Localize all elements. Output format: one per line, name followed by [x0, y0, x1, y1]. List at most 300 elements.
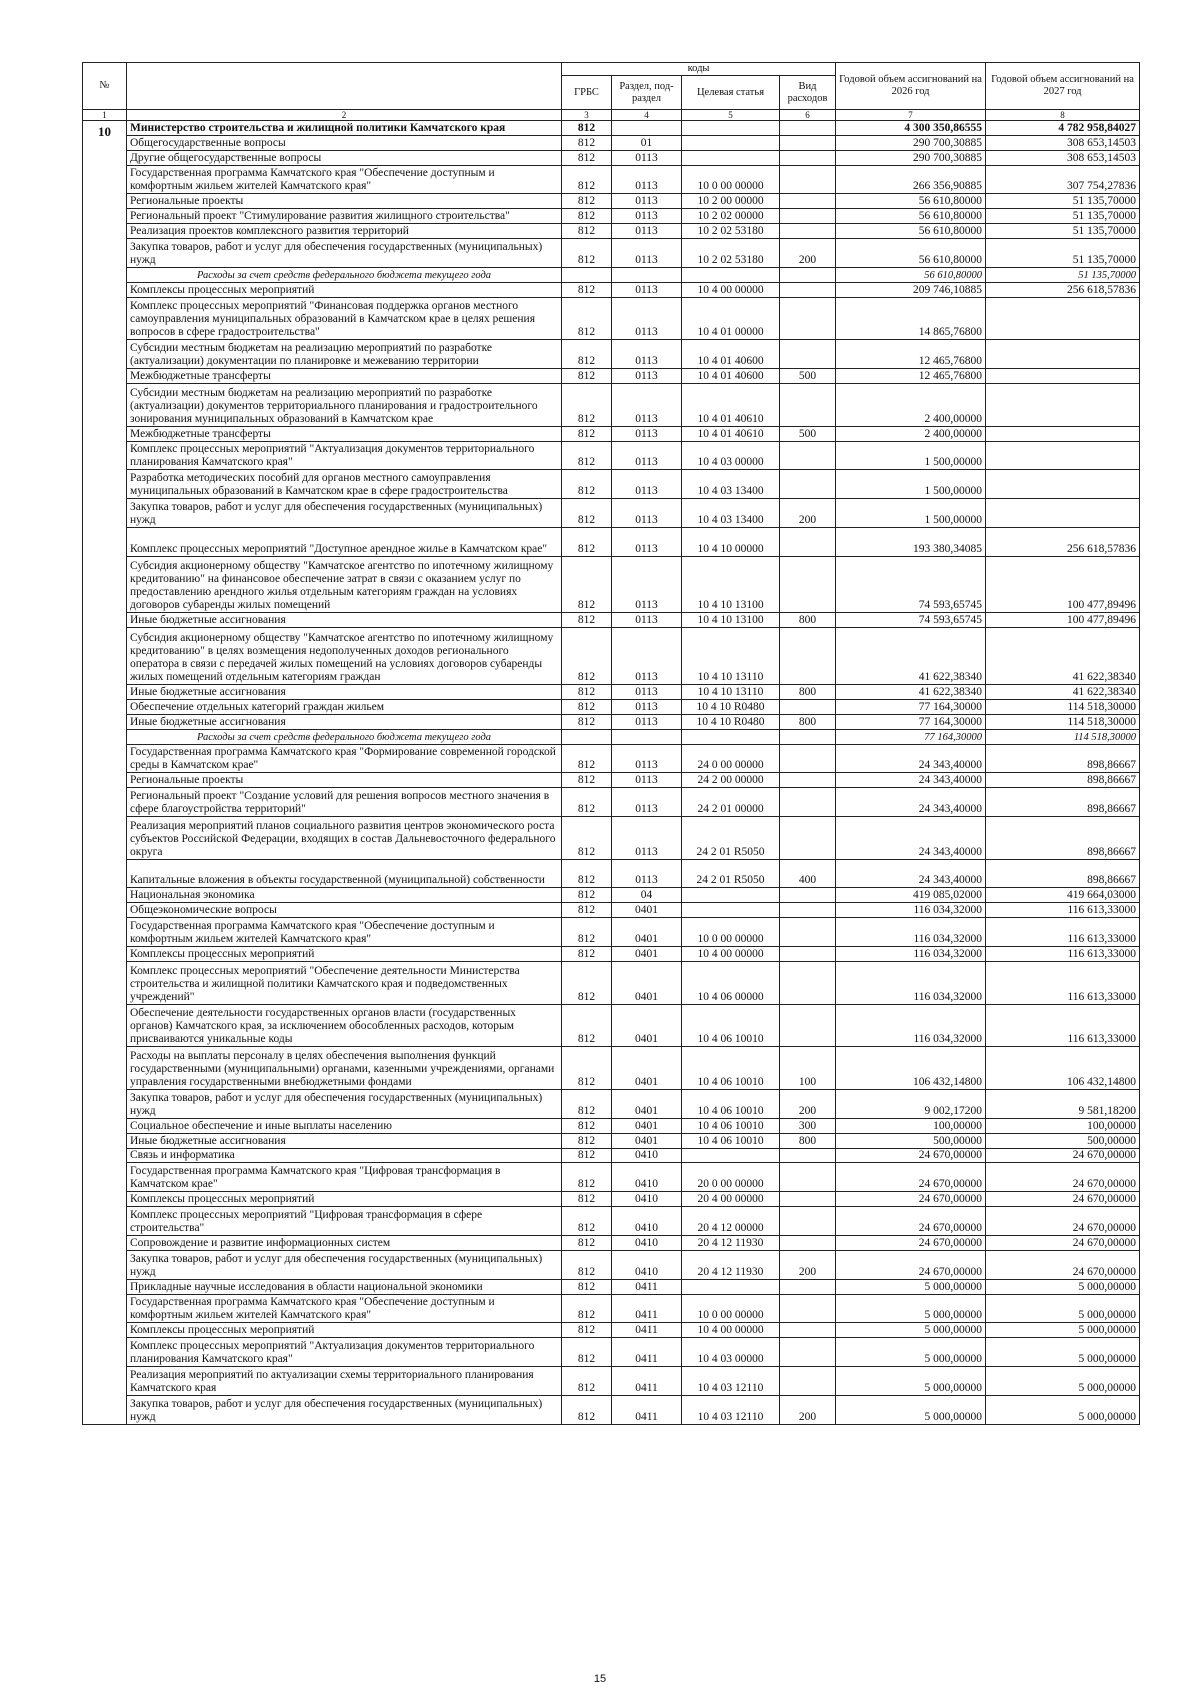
row-name: Комплекс процессных мероприятий "Актуализация документов территориального планирования Камчатского края": [127, 441, 562, 470]
row-name: Социальное обеспечение и иные выплаты населению: [127, 1118, 562, 1133]
row-grbs: 812: [562, 1367, 612, 1396]
row-grbs: [562, 267, 612, 282]
row-grbs: 812: [562, 1279, 612, 1294]
row-grbs: 812: [562, 1250, 612, 1279]
row-grbs: 812: [562, 121, 612, 136]
row-section: 0401: [612, 1004, 682, 1047]
row-section: [612, 121, 682, 136]
row-name: Разработка методических пособий для органов местного самоуправления муниципальных образований в Камчатском крае в сфере градостроительства: [127, 470, 562, 499]
header-vol-2026: Годовой объем ассигнований на 2026 год: [836, 63, 986, 110]
row-grbs: 812: [562, 297, 612, 340]
table-row: [83, 1338, 1140, 1367]
row-vol-2027: [986, 369, 1140, 384]
row-kind: [780, 699, 836, 714]
table-row: [83, 788, 1140, 817]
row-vol-2027: 24 670,00000: [986, 1207, 1140, 1236]
row-grbs: 812: [562, 384, 612, 427]
row-target: 20 0 00 00000: [682, 1163, 780, 1192]
row-grbs: 812: [562, 961, 612, 1004]
table-row: [83, 340, 1140, 369]
row-name: Региональный проект "Стимулирование развития жилищного строительства": [127, 209, 562, 224]
row-vol-2026: 77 164,30000: [836, 699, 986, 714]
row-vol-2027: 898,86667: [986, 816, 1140, 859]
row-grbs: 812: [562, 340, 612, 369]
row-vol-2027: 24 670,00000: [986, 1250, 1140, 1279]
row-target: 10 2 02 00000: [682, 209, 780, 224]
row-target: 10 4 03 00000: [682, 1338, 780, 1367]
table-row: [83, 918, 1140, 947]
row-name: Сопровождение и развитие информационных систем: [127, 1235, 562, 1250]
column-number: 7: [836, 110, 986, 121]
row-name: Реализация мероприятий по актуализации схемы территориального планирования Камчатского края: [127, 1367, 562, 1396]
table-row: [83, 1047, 1140, 1090]
row-name: Обеспечение деятельности государственных органов власти (государственных органов) Камчатского края, за исключением обособленных расходов, которым присваиваются уникальные коды: [127, 1004, 562, 1047]
row-vol-2026: 419 085,02000: [836, 888, 986, 903]
row-vol-2027: [986, 470, 1140, 499]
column-number: 4: [612, 110, 682, 121]
row-vol-2027: 100,00000: [986, 1118, 1140, 1133]
row-grbs: 812: [562, 947, 612, 962]
row-vol-2027: 51 135,70000: [986, 194, 1140, 209]
row-kind: 200: [780, 1090, 836, 1119]
table-row: [83, 267, 1140, 282]
row-name: Министерство строительства и жилищной политики Камчатского края: [127, 121, 562, 136]
row-vol-2027: 256 618,57836: [986, 282, 1140, 297]
row-section: 0113: [612, 209, 682, 224]
row-section: 0401: [612, 1047, 682, 1090]
row-target: 10 4 06 10010: [682, 1047, 780, 1090]
row-kind: [780, 1207, 836, 1236]
row-kind: [780, 282, 836, 297]
row-vol-2026: 12 465,76800: [836, 369, 986, 384]
row-grbs: 812: [562, 859, 612, 888]
row-grbs: 812: [562, 528, 612, 557]
row-kind: [780, 744, 836, 773]
row-section: 0113: [612, 628, 682, 685]
row-kind: [780, 961, 836, 1004]
row-grbs: 812: [562, 441, 612, 470]
table-row: [83, 1163, 1140, 1192]
row-section: 0411: [612, 1338, 682, 1367]
row-vol-2027: [986, 297, 1140, 340]
row-section: 0401: [612, 903, 682, 918]
row-kind: [780, 816, 836, 859]
row-kind: [780, 1148, 836, 1163]
row-kind: [780, 224, 836, 239]
row-target: 10 2 02 53180: [682, 239, 780, 268]
row-section: 0113: [612, 859, 682, 888]
row-target: [682, 888, 780, 903]
row-section: 0113: [612, 282, 682, 297]
row-target: 10 4 01 00000: [682, 297, 780, 340]
row-vol-2027: 24 670,00000: [986, 1163, 1140, 1192]
row-section: 0113: [612, 613, 682, 628]
row-target: 10 4 06 10010: [682, 1004, 780, 1047]
row-vol-2026: 1 500,00000: [836, 499, 986, 528]
table-row: [83, 628, 1140, 685]
row-section: 0113: [612, 340, 682, 369]
row-grbs: [562, 729, 612, 744]
row-grbs: 812: [562, 1004, 612, 1047]
row-vol-2026: 56 610,80000: [836, 239, 986, 268]
table-row: [83, 859, 1140, 888]
row-section: 0410: [612, 1148, 682, 1163]
row-section: 0113: [612, 426, 682, 441]
budget-table: [82, 62, 1140, 1425]
row-section: 0113: [612, 224, 682, 239]
row-section: 0401: [612, 1133, 682, 1148]
row-kind: [780, 441, 836, 470]
row-vol-2027: 898,86667: [986, 859, 1140, 888]
row-section: 0410: [612, 1192, 682, 1207]
row-target: 10 0 00 00000: [682, 918, 780, 947]
row-name: Государственная программа Камчатского края "Формирование современной городской среды в Камчатском крае": [127, 744, 562, 773]
row-kind: [780, 470, 836, 499]
row-target: 24 2 00 00000: [682, 773, 780, 788]
row-vol-2027: 51 135,70000: [986, 224, 1140, 239]
table-row: [83, 961, 1140, 1004]
table-row: [83, 282, 1140, 297]
row-grbs: 812: [562, 224, 612, 239]
row-grbs: 812: [562, 1047, 612, 1090]
table-row: [83, 1004, 1140, 1047]
row-vol-2027: 116 613,33000: [986, 947, 1140, 962]
column-number: 6: [780, 110, 836, 121]
row-name: Закупка товаров, работ и услуг для обеспечения государственных (муниципальных) нужд: [127, 1250, 562, 1279]
row-kind: [780, 903, 836, 918]
row-name: Комплекс процессных мероприятий "Цифровая трансформация в сфере строительства": [127, 1207, 562, 1236]
row-vol-2027: 898,86667: [986, 773, 1140, 788]
row-grbs: 812: [562, 1148, 612, 1163]
row-section: 0410: [612, 1207, 682, 1236]
row-target: 10 4 06 10010: [682, 1133, 780, 1148]
row-name: Закупка товаров, работ и услуг для обеспечения государственных (муниципальных) нужд: [127, 239, 562, 268]
row-vol-2026: 24 670,00000: [836, 1207, 986, 1236]
row-vol-2027: 24 670,00000: [986, 1235, 1140, 1250]
table-row: [83, 773, 1140, 788]
row-grbs: 812: [562, 426, 612, 441]
row-name: Комплексы процессных мероприятий: [127, 1192, 562, 1207]
row-kind: [780, 150, 836, 165]
row-name: Общегосударственные вопросы: [127, 135, 562, 150]
row-grbs: 812: [562, 1235, 612, 1250]
row-name: Капитальные вложения в объекты государственной (муниципальной) собственности: [127, 859, 562, 888]
row-vol-2027: 100 477,89496: [986, 613, 1140, 628]
row-vol-2027: 116 613,33000: [986, 1004, 1140, 1047]
row-name: Иные бюджетные ассигнования: [127, 684, 562, 699]
row-vol-2026: 24 670,00000: [836, 1163, 986, 1192]
row-section: 0410: [612, 1163, 682, 1192]
row-section: 0113: [612, 369, 682, 384]
table-body: [83, 121, 1140, 1425]
table-row: [83, 121, 1140, 136]
row-name: Государственная программа Камчатского края "Цифровая трансформация в Камчатском крае": [127, 1163, 562, 1192]
row-name: Субсидии местным бюджетам на реализацию мероприятий по разработке (актуализации) документации по планировке и межеванию территории: [127, 340, 562, 369]
row-section: 0113: [612, 470, 682, 499]
row-target: 10 4 06 10010: [682, 1118, 780, 1133]
row-vol-2027: 5 000,00000: [986, 1367, 1140, 1396]
row-grbs: 812: [562, 194, 612, 209]
row-vol-2027: 41 622,38340: [986, 684, 1140, 699]
row-grbs: 812: [562, 888, 612, 903]
row-target: 10 4 06 10010: [682, 1090, 780, 1119]
row-section: 0411: [612, 1323, 682, 1338]
row-kind: 500: [780, 369, 836, 384]
row-name: Субсидия акционерному обществу "Камчатское агентство по ипотечному жилищному кредитованию" на финансовое обеспечение затрат в связи с оказанием услуг по предоставлению арендного жилья отдельным категориям граждан на условиях договоров субаренды жилых помещений: [127, 556, 562, 613]
table-row: [83, 239, 1140, 268]
row-grbs: 812: [562, 1163, 612, 1192]
table-row: [83, 1118, 1140, 1133]
row-vol-2027: [986, 426, 1140, 441]
row-kind: [780, 1192, 836, 1207]
row-vol-2027: 5 000,00000: [986, 1323, 1140, 1338]
row-section: [612, 729, 682, 744]
row-section: 0401: [612, 1090, 682, 1119]
row-grbs: 812: [562, 135, 612, 150]
row-name: Связь и информатика: [127, 1148, 562, 1163]
row-name: Обеспечение отдельных категорий граждан жильем: [127, 699, 562, 714]
row-name: Государственная программа Камчатского края "Обеспечение доступным и комфортным жильем жителей Камчатского края": [127, 1294, 562, 1323]
row-target: 24 2 01 00000: [682, 788, 780, 817]
row-vol-2026: 56 610,80000: [836, 224, 986, 239]
row-kind: 800: [780, 714, 836, 729]
table-row: [83, 888, 1140, 903]
table-row: [83, 224, 1140, 239]
row-grbs: 812: [562, 613, 612, 628]
row-vol-2026: 24 670,00000: [836, 1235, 986, 1250]
table-row: [83, 165, 1140, 194]
row-name: Комплексы процессных мероприятий: [127, 1323, 562, 1338]
table-row: [83, 1207, 1140, 1236]
row-vol-2027: 419 664,03000: [986, 888, 1140, 903]
row-target: 10 4 10 13110: [682, 684, 780, 699]
row-grbs: 812: [562, 1133, 612, 1148]
row-vol-2027: 4 782 958,84027: [986, 121, 1140, 136]
row-name: Межбюджетные трансферты: [127, 426, 562, 441]
row-vol-2026: 106 432,14800: [836, 1047, 986, 1090]
row-kind: [780, 1338, 836, 1367]
row-vol-2026: 24 670,00000: [836, 1192, 986, 1207]
row-vol-2026: 41 622,38340: [836, 628, 986, 685]
table-row: [83, 135, 1140, 150]
row-target: 10 4 10 R0480: [682, 699, 780, 714]
row-vol-2026: 193 380,34085: [836, 528, 986, 557]
row-vol-2026: 56 610,80000: [836, 209, 986, 224]
table-row: [83, 816, 1140, 859]
row-target: 10 4 00 00000: [682, 1323, 780, 1338]
row-name: Государственная программа Камчатского края "Обеспечение доступным и комфортным жильем жителей Камчатского края": [127, 165, 562, 194]
table-row: [83, 1395, 1140, 1424]
row-vol-2026: 74 593,65745: [836, 556, 986, 613]
row-section: 0113: [612, 297, 682, 340]
row-grbs: 812: [562, 1118, 612, 1133]
row-grbs: 812: [562, 470, 612, 499]
header-target: Целевая статья: [682, 76, 780, 110]
table-row: [83, 499, 1140, 528]
row-vol-2027: 308 653,14503: [986, 135, 1140, 150]
row-section: 0113: [612, 816, 682, 859]
row-name: Расходы на выплаты персоналу в целях обеспечения выполнения функций государственными (муниципальными) органами, казенными учреждениями, органами управления государственными внебюджетными фондами: [127, 1047, 562, 1090]
row-vol-2026: 14 865,76800: [836, 297, 986, 340]
table-row: [83, 684, 1140, 699]
row-name: Комплекс процессных мероприятий "Доступное арендное жилье в Камчатском крае": [127, 528, 562, 557]
row-kind: [780, 384, 836, 427]
row-section: 0113: [612, 699, 682, 714]
row-section: 0113: [612, 773, 682, 788]
table-row: [83, 1235, 1140, 1250]
row-grbs: 812: [562, 499, 612, 528]
row-target: 24 0 00 00000: [682, 744, 780, 773]
row-vol-2026: 24 343,40000: [836, 859, 986, 888]
row-name: Комплексы процессных мероприятий: [127, 947, 562, 962]
row-kind: [780, 788, 836, 817]
row-grbs: 812: [562, 1192, 612, 1207]
row-target: 10 4 01 40600: [682, 340, 780, 369]
row-kind: [780, 1163, 836, 1192]
column-number: 2: [127, 110, 562, 121]
table-row: [83, 470, 1140, 499]
row-target: [682, 267, 780, 282]
row-target: [682, 1279, 780, 1294]
row-vol-2027: 9 581,18200: [986, 1090, 1140, 1119]
row-vol-2027: 106 432,14800: [986, 1047, 1140, 1090]
row-section: 0113: [612, 788, 682, 817]
row-name: Прикладные научные исследования в области национальной экономики: [127, 1279, 562, 1294]
table-row: [83, 297, 1140, 340]
row-target: [682, 903, 780, 918]
row-grbs: 812: [562, 1207, 612, 1236]
row-vol-2026: 24 670,00000: [836, 1250, 986, 1279]
row-kind: [780, 1235, 836, 1250]
row-name: Расходы за счет средств федерального бюджета текущего года: [127, 729, 562, 744]
row-kind: [780, 209, 836, 224]
row-vol-2026: 41 622,38340: [836, 684, 986, 699]
row-vol-2026: 9 002,17200: [836, 1090, 986, 1119]
row-vol-2027: 500,00000: [986, 1133, 1140, 1148]
row-kind: [780, 628, 836, 685]
row-kind: [780, 1294, 836, 1323]
row-section: 0113: [612, 744, 682, 773]
row-kind: [780, 947, 836, 962]
table-row: [83, 1367, 1140, 1396]
row-section: 0401: [612, 947, 682, 962]
row-section: 0113: [612, 150, 682, 165]
column-number-row: [83, 110, 1140, 121]
row-target: 10 0 00 00000: [682, 1294, 780, 1323]
row-vol-2027: 51 135,70000: [986, 267, 1140, 282]
row-target: 20 4 12 11930: [682, 1235, 780, 1250]
row-vol-2027: 100 477,89496: [986, 556, 1140, 613]
row-target: 20 4 12 00000: [682, 1207, 780, 1236]
row-section: 0113: [612, 194, 682, 209]
row-name: Закупка товаров, работ и услуг для обеспечения государственных (муниципальных) нужд: [127, 1395, 562, 1424]
row-grbs: 812: [562, 788, 612, 817]
row-kind: 200: [780, 499, 836, 528]
table-row: [83, 150, 1140, 165]
row-target: 10 4 06 00000: [682, 961, 780, 1004]
row-section: [612, 267, 682, 282]
row-section: 0411: [612, 1279, 682, 1294]
row-vol-2027: 51 135,70000: [986, 239, 1140, 268]
table-row: [83, 729, 1140, 744]
row-vol-2027: 114 518,30000: [986, 699, 1140, 714]
row-name: Субсидии местным бюджетам на реализацию мероприятий по разработке (актуализации) документов территориального планирования и градостроительного зонирования муниципальных образований в Камчатском крае: [127, 384, 562, 427]
row-target: 10 4 03 12110: [682, 1367, 780, 1396]
row-vol-2027: 114 518,30000: [986, 714, 1140, 729]
row-section: 0113: [612, 684, 682, 699]
row-vol-2027: 256 618,57836: [986, 528, 1140, 557]
row-name: Другие общегосударственные вопросы: [127, 150, 562, 165]
row-grbs: 812: [562, 556, 612, 613]
row-name: Субсидия акционерному обществу "Камчатское агентство по ипотечному жилищному кредитованию" в целях возмещения недополученных доходов регионального оператора в связи с передачей жилых помещений на условиях договоров субаренды жилых помещений отдельным категориям граждан: [127, 628, 562, 685]
row-vol-2026: 2 400,00000: [836, 384, 986, 427]
row-grbs: 812: [562, 903, 612, 918]
row-name: Национальная экономика: [127, 888, 562, 903]
row-target: 10 4 00 00000: [682, 947, 780, 962]
row-kind: [780, 135, 836, 150]
row-vol-2027: 114 518,30000: [986, 729, 1140, 744]
row-section: 0113: [612, 239, 682, 268]
row-vol-2026: 266 356,90885: [836, 165, 986, 194]
row-kind: 800: [780, 613, 836, 628]
row-vol-2027: 5 000,00000: [986, 1395, 1140, 1424]
header-vol-2027: Годовой объем ассигнований на 2027 год: [986, 63, 1140, 110]
row-name: Комплекс процессных мероприятий "Актуализация документов территориального планирования Камчатского края": [127, 1338, 562, 1367]
row-target: [682, 729, 780, 744]
row-name: Иные бюджетные ассигнования: [127, 1133, 562, 1148]
row-grbs: 812: [562, 1090, 612, 1119]
row-vol-2026: 56 610,80000: [836, 267, 986, 282]
table-row: [83, 1294, 1140, 1323]
row-target: [682, 1148, 780, 1163]
row-vol-2027: [986, 499, 1140, 528]
row-vol-2026: 12 465,76800: [836, 340, 986, 369]
row-section: 0411: [612, 1367, 682, 1396]
row-section: 0113: [612, 384, 682, 427]
row-target: 10 4 03 12110: [682, 1395, 780, 1424]
row-grbs: 812: [562, 816, 612, 859]
row-vol-2027: 41 622,38340: [986, 628, 1140, 685]
table-row: [83, 1192, 1140, 1207]
row-vol-2027: 24 670,00000: [986, 1192, 1140, 1207]
row-kind: 800: [780, 684, 836, 699]
header-row-top: [83, 63, 1140, 76]
row-vol-2027: 308 653,14503: [986, 150, 1140, 165]
row-kind: 200: [780, 1250, 836, 1279]
row-vol-2027: [986, 340, 1140, 369]
row-kind: 500: [780, 426, 836, 441]
row-name: Региональные проекты: [127, 773, 562, 788]
header-codes: коды: [562, 63, 836, 76]
row-name: Иные бюджетные ассигнования: [127, 714, 562, 729]
row-vol-2027: 5 000,00000: [986, 1338, 1140, 1367]
row-target: 24 2 01 R5050: [682, 859, 780, 888]
row-kind: 800: [780, 1133, 836, 1148]
row-vol-2026: 24 343,40000: [836, 744, 986, 773]
table-row: [83, 744, 1140, 773]
row-target: 10 4 10 R0480: [682, 714, 780, 729]
row-grbs: 812: [562, 1294, 612, 1323]
row-kind: [780, 1323, 836, 1338]
row-target: 20 4 00 00000: [682, 1192, 780, 1207]
header-grbs: ГРБС: [562, 76, 612, 110]
column-number: 1: [83, 110, 127, 121]
row-vol-2027: 898,86667: [986, 744, 1140, 773]
row-grbs: 812: [562, 1395, 612, 1424]
row-target: 10 4 03 13400: [682, 499, 780, 528]
row-section: 0113: [612, 499, 682, 528]
row-kind: [780, 1367, 836, 1396]
